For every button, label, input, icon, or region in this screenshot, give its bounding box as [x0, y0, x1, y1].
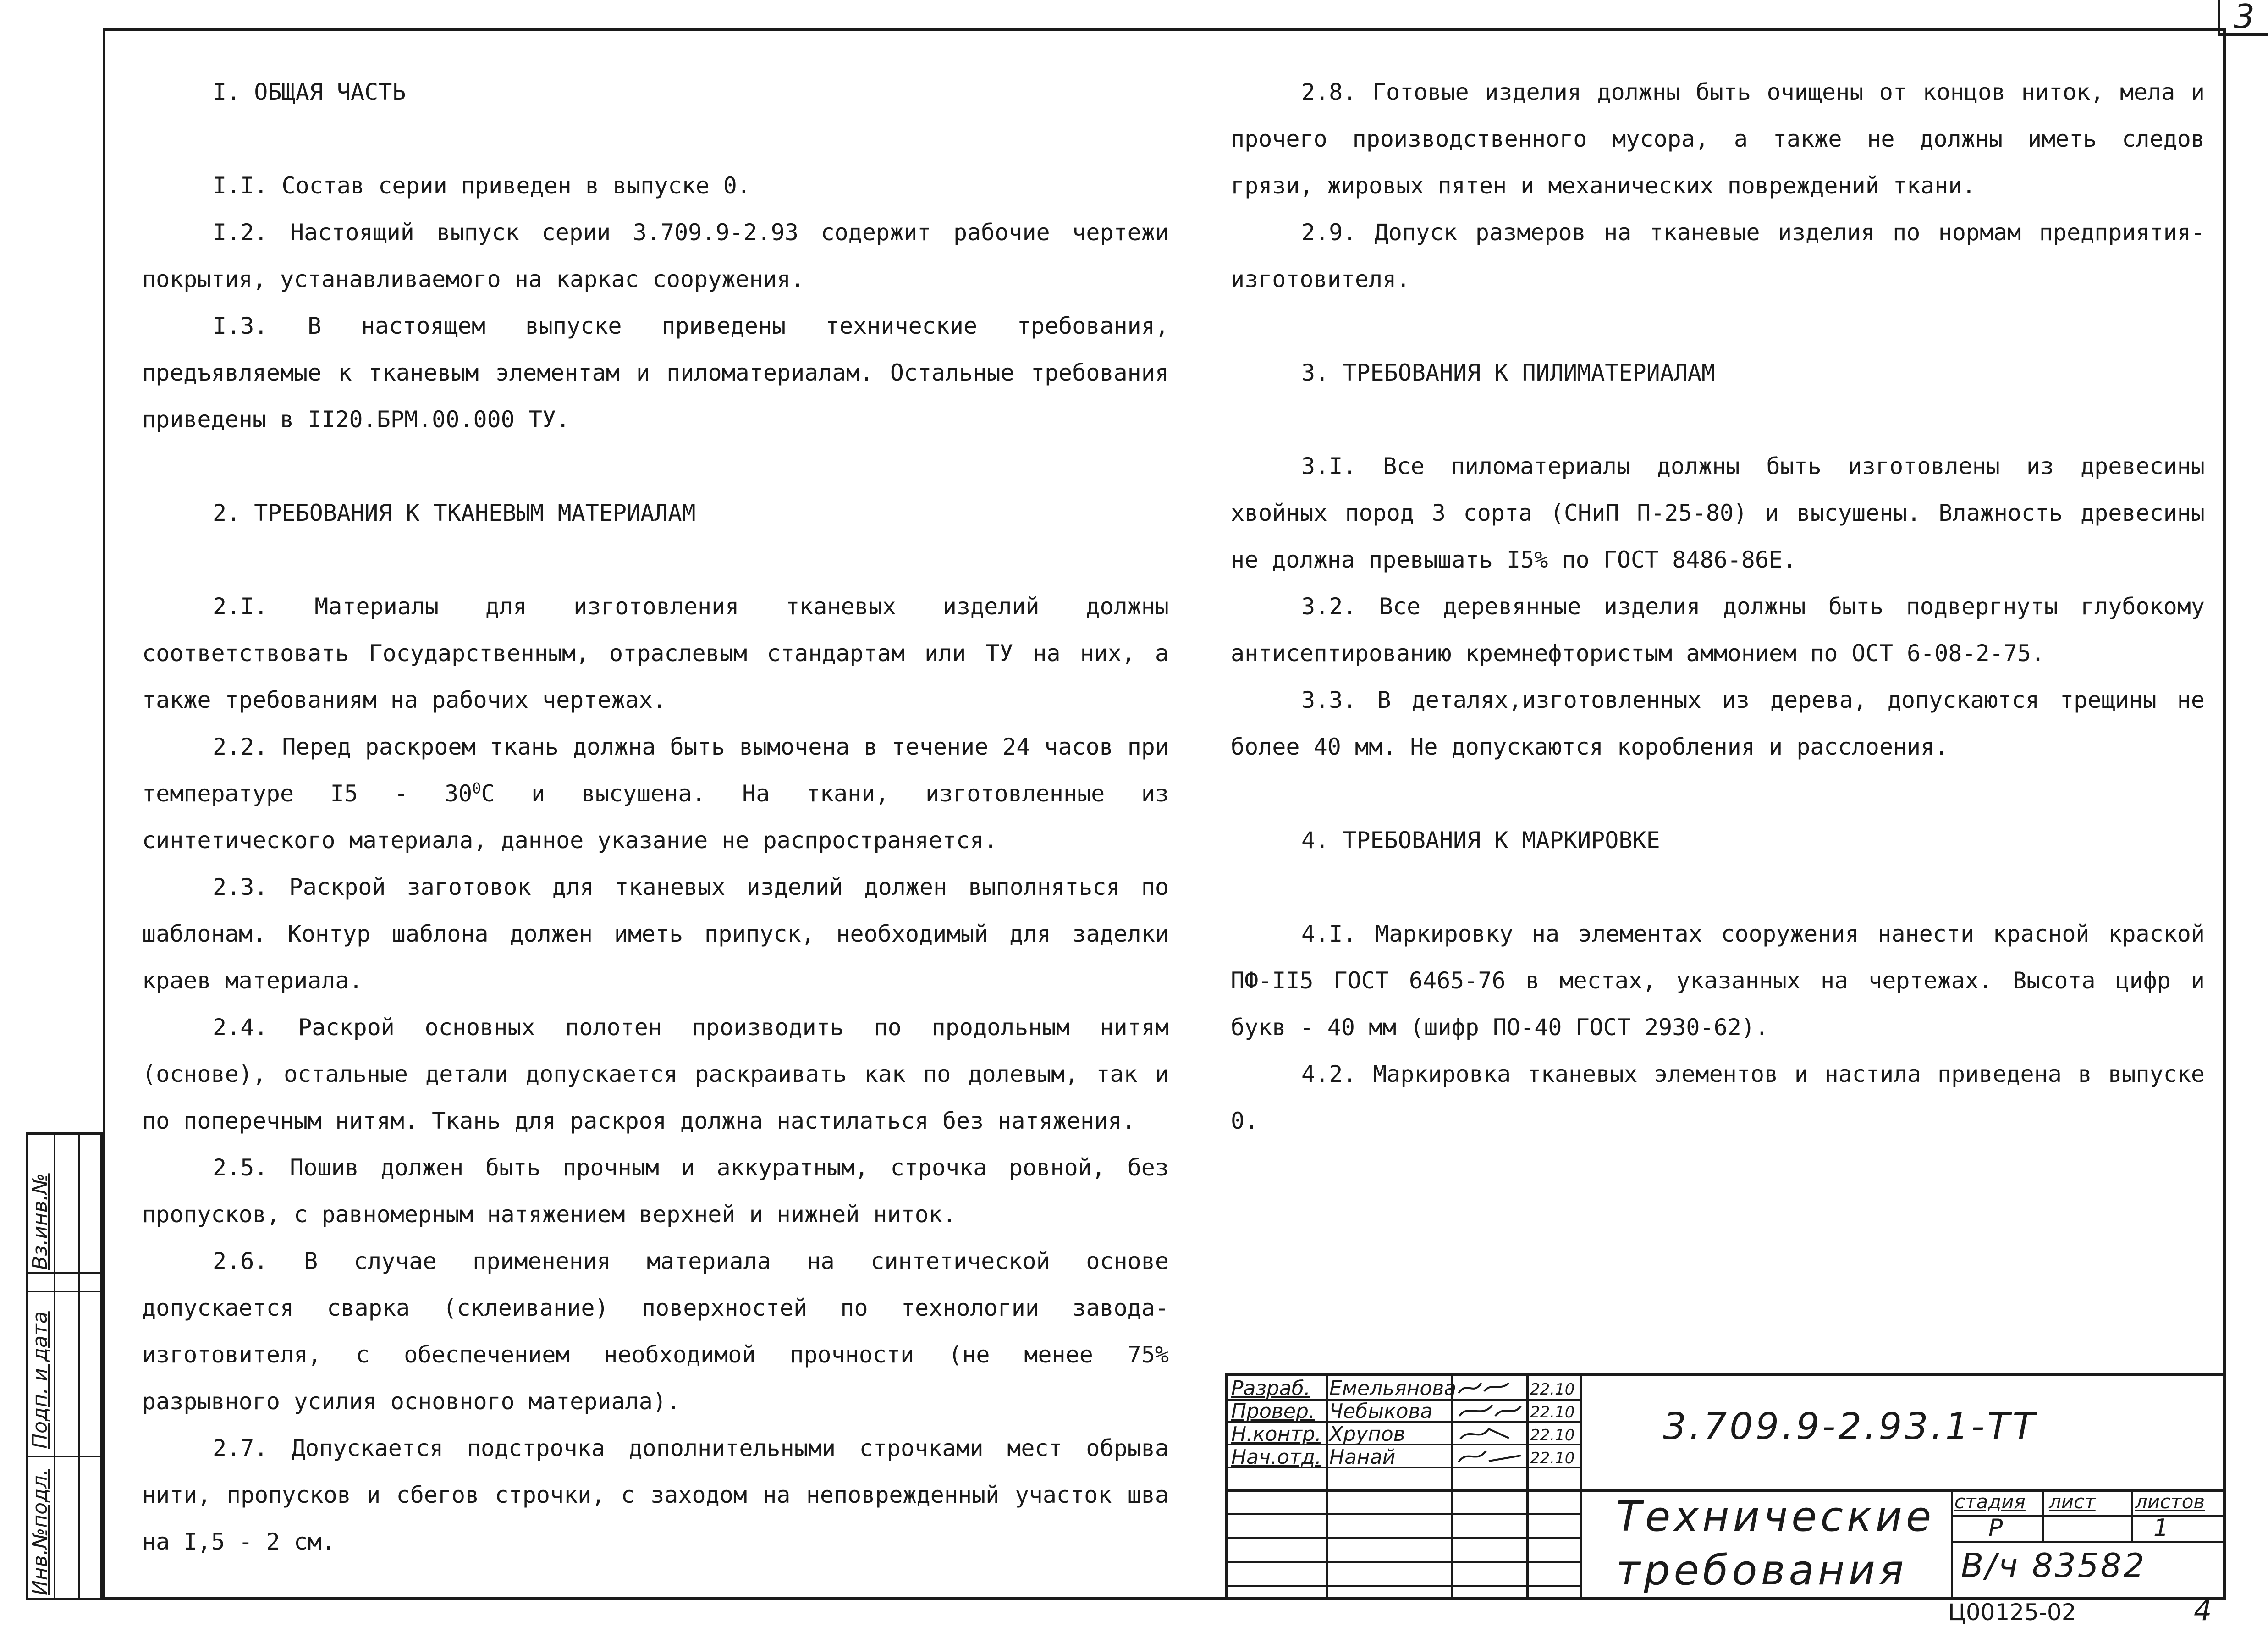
- document-title-line-1: Технические: [1616, 1493, 1935, 1541]
- paragraph-3-3: 3.3. В деталях,изготовленных из дерева, допускаются трещины не более 40 мм. Не допускаются коробления и расслоения.: [1231, 687, 2205, 760]
- archive-number: Ц00125-02: [1948, 1599, 2076, 1626]
- paragraph-4-2: 4.2. Маркировка тканевых элементов и настила приведена в выпуске 0.: [1231, 1061, 2205, 1134]
- document-title-line-2: требования: [1616, 1546, 1908, 1594]
- sheets-value: 1: [2153, 1514, 2169, 1542]
- paragraph-3-2: 3.2. Все деревянные изделия должны быть подвергнуты глубокому антисептированию кремнефтористым аммонием по ОСТ 6-08-2-75.: [1231, 593, 2205, 667]
- date-checker: 22.10: [1530, 1403, 1575, 1422]
- paragraph-2-4: 2.4. Раскрой основных полотен производить по продольным нитям (основе), остальные детали допускается раскраивать как по долевым, так и по поперечным нитям. Ткань для раскроя должна настилаться без натяжения.: [142, 1014, 1169, 1134]
- date-dept-head: 22.10: [1530, 1449, 1575, 1467]
- document-designation: 3.709.9-2.93.1-ТТ: [1663, 1405, 2038, 1448]
- paragraph-2-3: 2.3. Раскрой заготовок для тканевых изделий должен выполняться по шаблонам. Контур шаблона должен иметь припуск, необходимый для заделки краев материала.: [142, 874, 1169, 994]
- name-developer: Емельянова: [1329, 1377, 1457, 1400]
- stage-label: стадия: [1954, 1490, 2026, 1513]
- paragraph-3-1: 3.I. Все пиломатериалы должны быть изготовлены из древесины хвойных пород 3 сорта (СНиП П-25-80) и высушены. Влажность древесины не должна превышать I5% по ГОСТ 8486-86Е.: [1231, 453, 2205, 573]
- paragraph-2-2-part1: 2.2. Перед раскроем ткань должна быть вымочена в течение 24 часов при температуре I5 - 30: [142, 734, 1169, 807]
- role-norm-control: Н.контр.: [1231, 1423, 1321, 1446]
- title-block: [1225, 1373, 2226, 1600]
- paragraph-2-2-part2: C и высушена. На ткани, изготовленные из синтетического материала, данное указание не распространяется.: [142, 780, 1169, 854]
- section-1-heading: I. ОБЩАЯ ЧАСТЬ: [213, 79, 406, 105]
- name-dept-head: Нанай: [1329, 1445, 1396, 1469]
- side-stamp-sign-date: Подп. и дата: [28, 1311, 52, 1449]
- left-column: [142, 69, 1169, 1565]
- footer-page-number: 4: [2194, 1594, 2212, 1627]
- sheet-label: лист: [2049, 1490, 2096, 1513]
- paragraph-1-2: I.2. Настоящий выпуск серии 3.709.9-2.93 содержит рабочие чертежи покрытия, устанавливаемого на каркас сооружения.: [142, 219, 1169, 292]
- section-3-heading: 3. ТРЕБОВАНИЯ К ПИЛИМАТЕРИАЛАМ: [1301, 359, 1716, 386]
- paragraph-2-9: 2.9. Допуск размеров на тканевые изделия по нормам предприятия-изготовителя.: [1231, 219, 2205, 292]
- right-column: [1231, 69, 2205, 1144]
- paragraph-2-8: 2.8. Готовые изделия должны быть очищены от концов ниток, мела и прочего производственного мусора, а также не должны иметь следов грязи, жировых пятен и механических повреждений ткани.: [1231, 79, 2205, 199]
- role-checker: Провер.: [1231, 1400, 1315, 1423]
- paragraph-2-6: 2.6. В случае применения материала на синтетической основе допускается сварка (склеивание) поверхностей по технологии завода-изготовителя, с обеспечением необходимой прочности (не менее 75% разрывного усилия основного материала).: [142, 1248, 1169, 1415]
- sheet-corner-number: 3: [2218, 0, 2268, 36]
- signature-marks: [1454, 1378, 1525, 1467]
- paragraph-2-1: 2.I. Материалы для изготовления тканевых изделий должны соответствовать Государственным, отраслевым стандартам или ТУ на них, а также требованиям на рабочих чертежах.: [142, 593, 1169, 713]
- paragraph-2-5: 2.5. Пошив должен быть прочным и аккуратным, строчка ровной, без пропусков, с равномерным натяжением верхней и нижней ниток.: [142, 1154, 1169, 1228]
- name-checker: Чебыкова: [1329, 1400, 1433, 1423]
- role-dept-head: Нач.отд.: [1231, 1445, 1321, 1469]
- section-4-heading: 4. ТРЕБОВАНИЯ К МАРКИРОВКЕ: [1301, 827, 1660, 854]
- paragraph-1-1: I.I. Состав серии приведен в выпуске 0.: [213, 172, 751, 199]
- side-stamp-inv-no-copy: Вз.инв.№: [28, 1173, 52, 1270]
- name-norm-control: Хрупов: [1329, 1423, 1405, 1446]
- paragraph-4-1: 4.I. Маркировку на элементах сооружения нанести красной краской ПФ-II5 ГОСТ 6465-76 в местах, указанных на чертежах. Высота цифр и букв - 40 мм (шифр ПО-40 ГОСТ 2930-62).: [1231, 921, 2205, 1041]
- date-developer: 22.10: [1530, 1380, 1575, 1399]
- organization-code: В/ч 83582: [1961, 1546, 2147, 1585]
- stage-value: Р: [1988, 1514, 2003, 1542]
- paragraph-2-7: 2.7. Допускается подстрочка дополнительными строчками мест обрыва нити, пропусков и сбегов строчки, с заходом на неповрежденный участок шва на I,5 - 2 см.: [142, 1435, 1169, 1555]
- section-2-heading: 2. ТРЕБОВАНИЯ К ТКАНЕВЫМ МАТЕРИАЛАМ: [213, 500, 696, 526]
- date-norm-control: 22.10: [1530, 1426, 1575, 1445]
- side-stamp-inv-no-orig: Инв.№подл.: [28, 1469, 52, 1595]
- paragraph-1-3: I.3. В настоящем выпуске приведены технические требования, предъявляемые к тканевым элементам и пиломатериалам. Остальные требования приведены в II20.БРМ.00.000 ТУ.: [142, 313, 1169, 433]
- degree-sign: 0: [472, 779, 481, 797]
- paragraph-2-2: [142, 723, 1169, 864]
- role-developer: Разраб.: [1231, 1377, 1310, 1400]
- sheets-label: листов: [2135, 1490, 2205, 1513]
